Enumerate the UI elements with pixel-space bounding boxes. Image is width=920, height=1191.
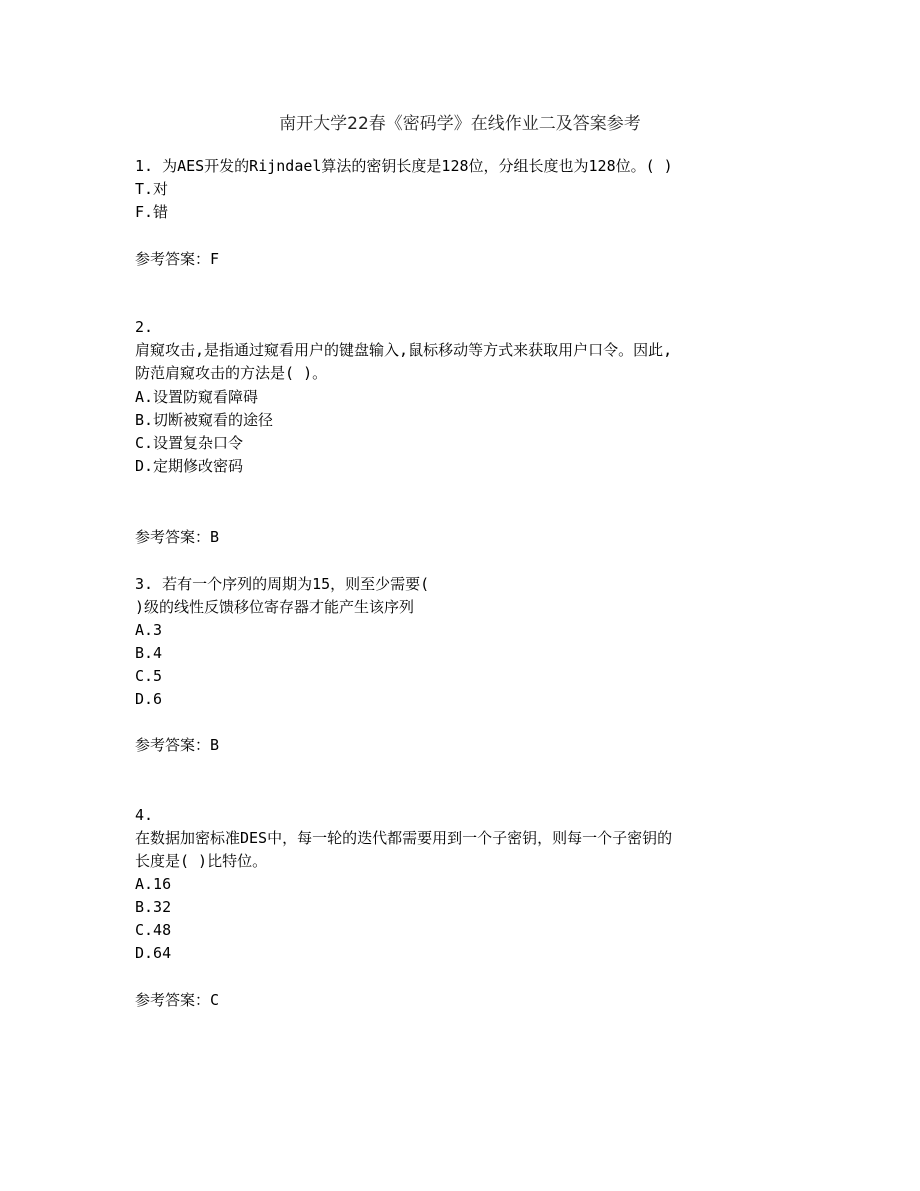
option: D.6	[135, 690, 163, 708]
option: B.切断被窥看的途径	[135, 411, 274, 429]
question-stem: 在数据加密标准DES中，每一轮的迭代都需要用到一个子密钥，则每一个子密钥的	[135, 829, 673, 847]
answer: 参考答案：B	[135, 736, 220, 754]
question-stem: 长度是( )比特位。	[135, 852, 268, 870]
answer: 参考答案：F	[135, 250, 220, 268]
document-title: 南开大学22春《密码学》在线作业二及答案参考	[279, 114, 641, 134]
question-stem: 肩窥攻击,是指通过窥看用户的键盘输入,鼠标移动等方式来获取用户口令。因此,	[135, 341, 673, 359]
option: A.3	[135, 621, 163, 639]
option: B.32	[135, 898, 172, 916]
option: A.16	[135, 875, 172, 893]
question-stem: 4.	[135, 806, 154, 824]
answer: 参考答案：C	[135, 991, 220, 1009]
question-stem: 2.	[135, 318, 154, 336]
option: B.4	[135, 644, 163, 662]
option: C.48	[135, 921, 172, 939]
answer: 参考答案：B	[135, 528, 220, 546]
option: C.5	[135, 667, 163, 685]
option: D.定期修改密码	[135, 457, 244, 475]
option: T.对	[135, 180, 169, 198]
option: D.64	[135, 944, 172, 962]
question-stem: 3. 若有一个序列的周期为15，则至少需要(	[135, 575, 430, 593]
option: C.设置复杂口令	[135, 434, 244, 452]
option: A.设置防窥看障碍	[135, 388, 259, 406]
question-stem: 1. 为AES开发的Rijndael算法的密钥长度是128位，分组长度也为128位。( )	[135, 157, 673, 175]
question-stem: 防范肩窥攻击的方法是( )。	[135, 364, 328, 382]
option: F.错	[135, 203, 169, 221]
question-stem: )级的线性反馈移位寄存器才能产生该序列	[135, 598, 415, 616]
